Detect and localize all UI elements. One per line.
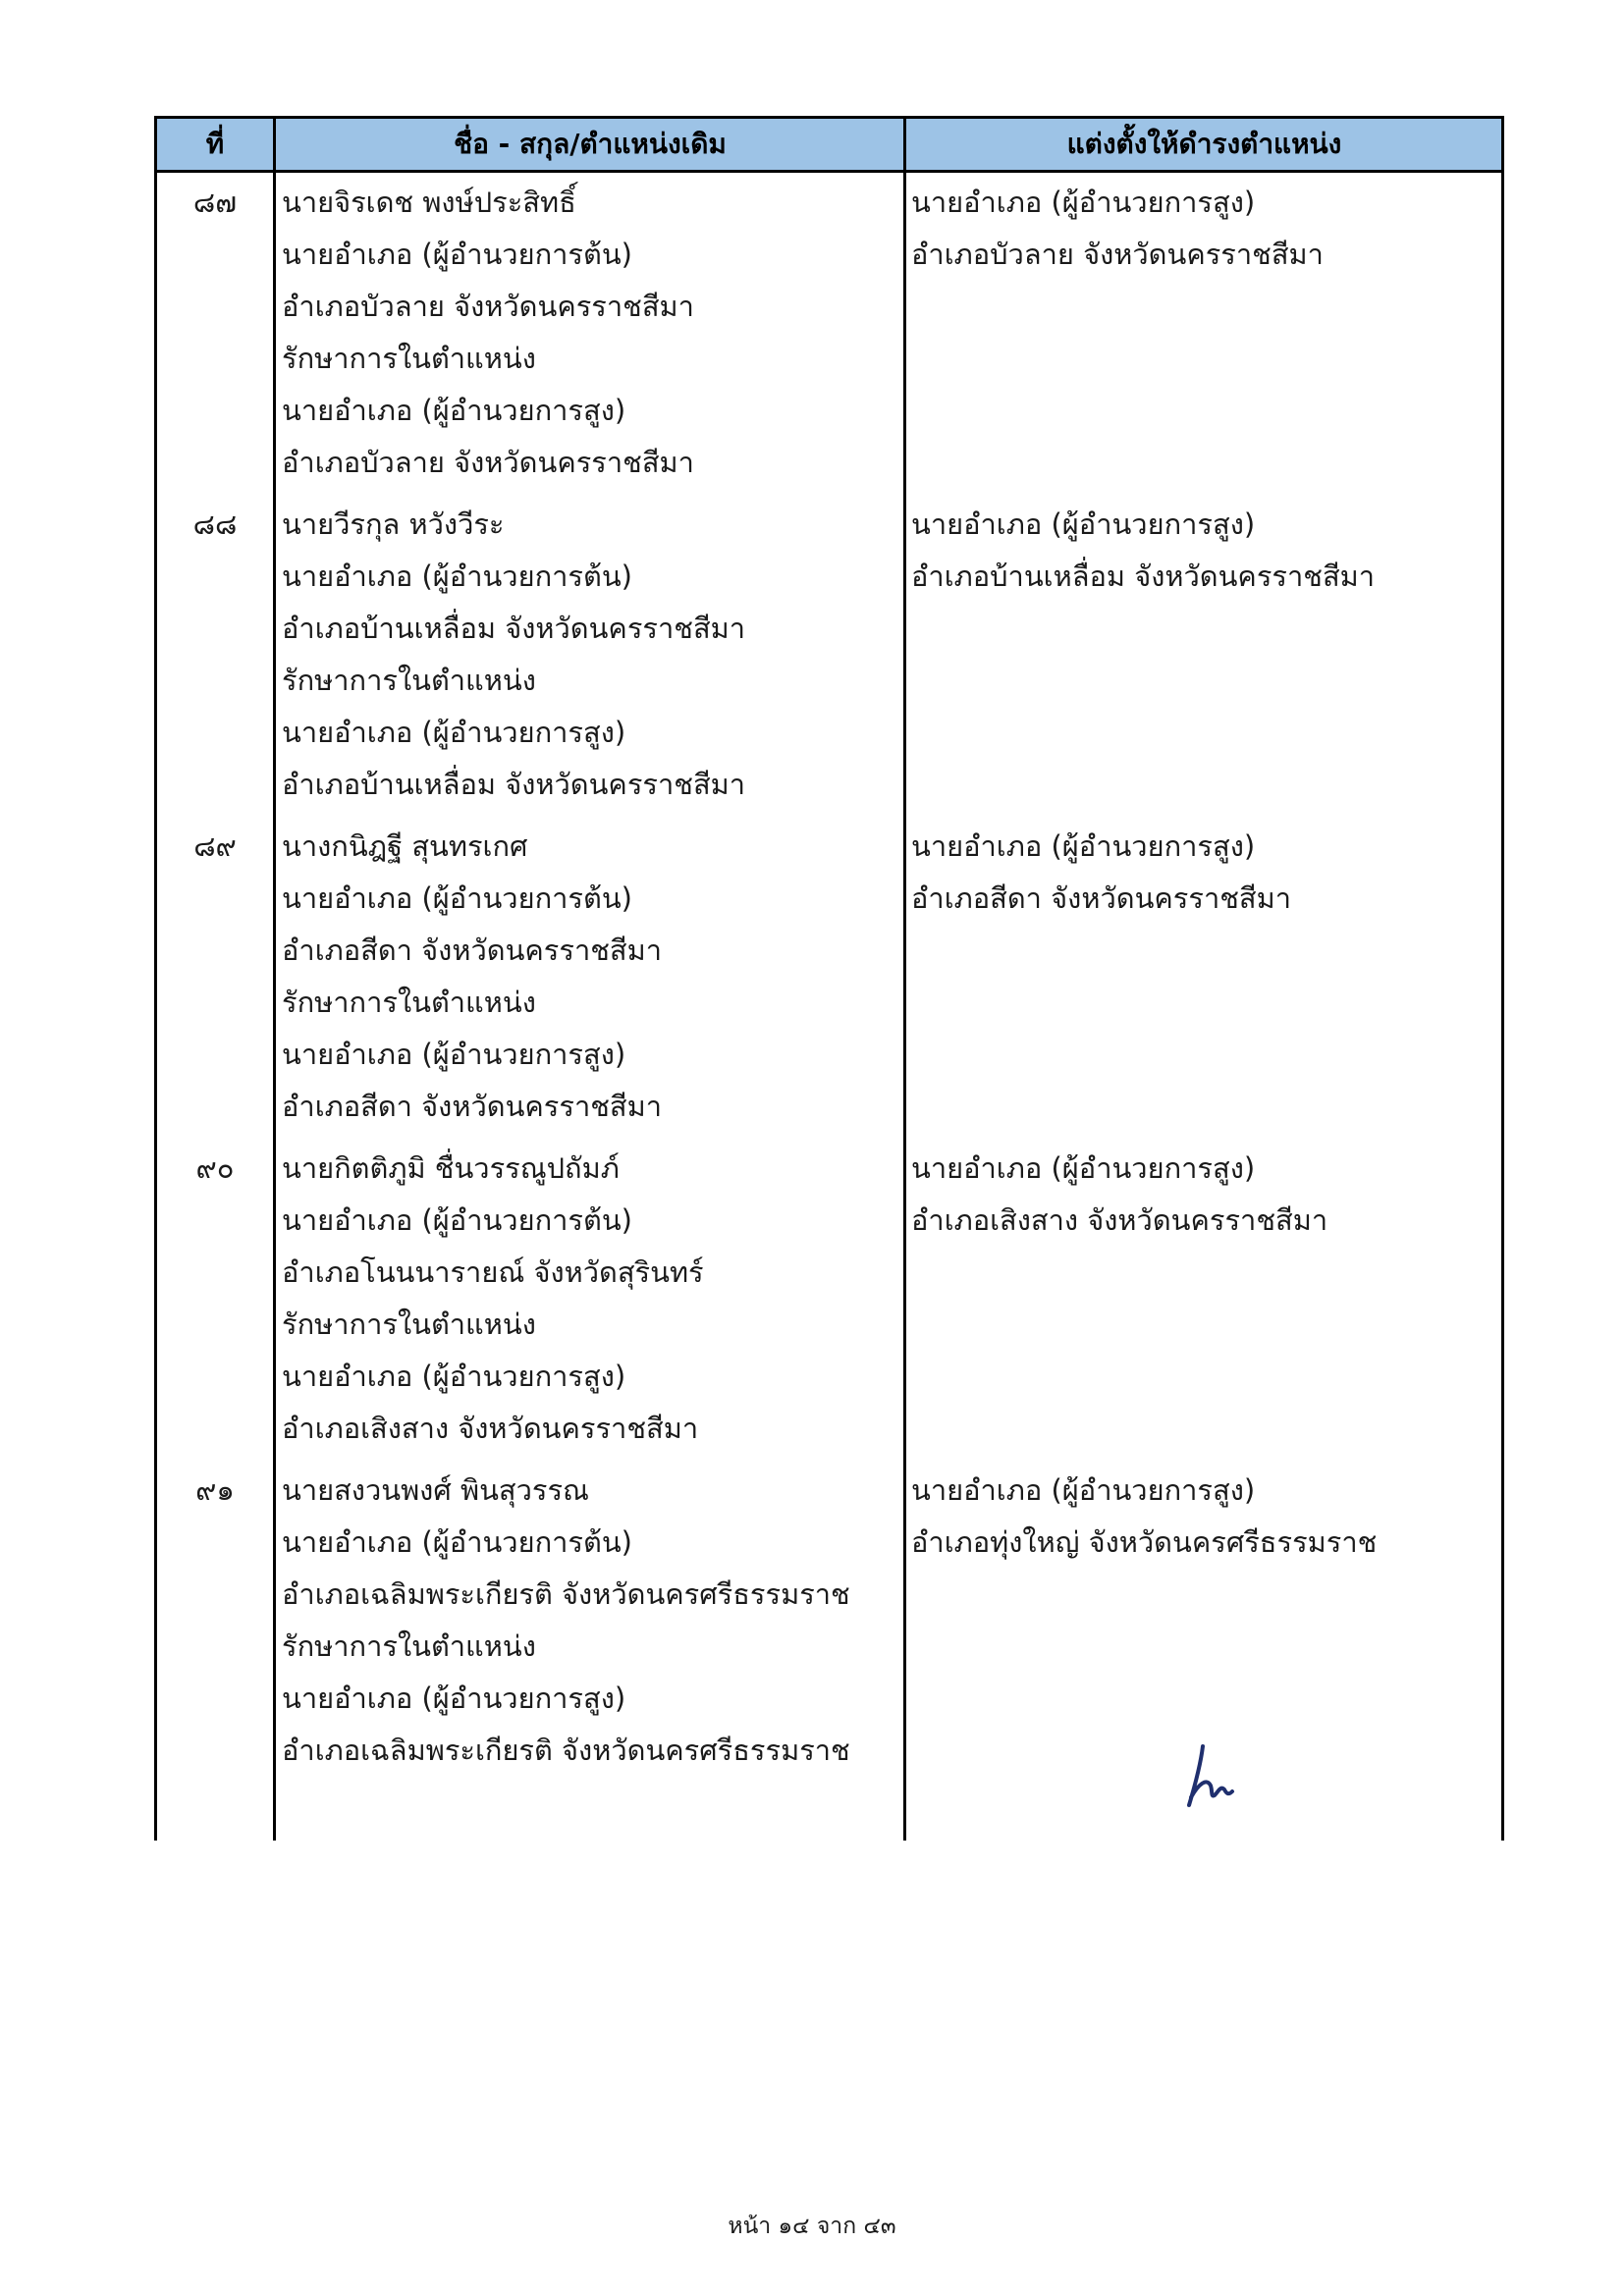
appointed-position-line: อำเภอเสิงสาง จังหวัดนครราชสีมา <box>911 1203 1328 1237</box>
previous-position-line: นายอำเภอ (ผู้อำนวยการต้น) <box>282 1203 632 1237</box>
appointment-table <box>155 116 1503 1841</box>
header-appointed-position: แต่งตั้งให้ดำรงตำแหน่ง <box>1066 128 1342 160</box>
person-name: นายจิรเดช พงษ์ประสิทธิ์ <box>282 186 576 219</box>
row-number: ๘๗ <box>192 186 238 219</box>
previous-position-line: นายอำเภอ (ผู้อำนวยการต้น) <box>282 560 632 593</box>
page-number: หน้า ๑๔ จาก ๔๓ <box>728 2214 896 2239</box>
row-number: ๘๙ <box>193 829 237 863</box>
previous-position-line: อำเภอบัวลาย จังหวัดนครราชสีมา <box>282 446 694 479</box>
previous-position-line: นายอำเภอ (ผู้อำนวยการสูง) <box>282 1682 626 1715</box>
row-number: ๘๘ <box>192 507 238 541</box>
previous-position-line: อำเภอบัวลาย จังหวัดนครราชสีมา <box>282 290 694 323</box>
person-name: นายสงวนพงศ์ พินสุวรรณ <box>282 1473 589 1507</box>
previous-position-cell <box>282 177 895 489</box>
previous-position-line: อำเภอสีดา จังหวัดนครราชสีมา <box>282 1090 663 1123</box>
previous-position-line: นายอำเภอ (ผู้อำนวยการสูง) <box>282 1360 626 1393</box>
previous-position-line: รักษาการในตำแหน่ง <box>282 986 536 1019</box>
previous-position-line: รักษาการในตำแหน่ง <box>282 1629 536 1663</box>
table-row <box>155 821 1503 1143</box>
previous-position-line: อำเภอเฉลิมพระเกียรติ จังหวัดนครศรีธรรมราช <box>282 1734 850 1767</box>
appointed-position-line: นายอำเภอ (ผู้อำนวยการสูง) <box>911 1473 1256 1507</box>
table-header-row <box>155 116 1503 173</box>
previous-position-line: รักษาการในตำแหน่ง <box>282 664 536 697</box>
appointed-position-line: อำเภอบัวลาย จังหวัดนครราชสีมา <box>911 238 1324 271</box>
table-row <box>155 1143 1503 1465</box>
appointed-position-line: นายอำเภอ (ผู้อำนวยการสูง) <box>911 829 1256 863</box>
appointed-position-cell <box>911 499 1495 603</box>
appointed-position-line: นายอำเภอ (ผู้อำนวยการสูง) <box>911 186 1256 219</box>
appointed-position-line: อำเภอบ้านเหลื่อม จังหวัดนครราชสีมา <box>911 560 1376 593</box>
row-number: ๙๐ <box>195 1151 235 1185</box>
previous-position-line: อำเภอเสิงสาง จังหวัดนครราชสีมา <box>282 1412 699 1445</box>
appointed-position-cell <box>911 1143 1495 1247</box>
person-name: นางกนิฎฐี สุนทรเกศ <box>282 829 528 863</box>
previous-position-line: นายอำเภอ (ผู้อำนวยการต้น) <box>282 238 632 271</box>
row-number: ๙๑ <box>195 1473 235 1507</box>
signature-icon <box>1181 1738 1240 1817</box>
previous-position-line: อำเภอสีดา จังหวัดนครราชสีมา <box>282 934 663 967</box>
header-previous-position: ชื่อ - สกุล/ตำแหน่งเดิม <box>454 128 727 160</box>
table-row <box>155 1465 1503 1787</box>
previous-position-line: รักษาการในตำแหน่ง <box>282 342 536 375</box>
table-row <box>155 499 1503 821</box>
previous-position-cell <box>282 499 895 811</box>
previous-position-line: นายอำเภอ (ผู้อำนวยการต้น) <box>282 881 632 915</box>
appointed-position-line: อำเภอทุ่งใหญ่ จังหวัดนครศรีธรรมราช <box>911 1525 1378 1559</box>
previous-position-line: นายอำเภอ (ผู้อำนวยการต้น) <box>282 1525 632 1559</box>
previous-position-line: นายอำเภอ (ผู้อำนวยการสูง) <box>282 394 626 427</box>
appointed-position-line: อำเภอสีดา จังหวัดนครราชสีมา <box>911 881 1292 915</box>
person-name: นายกิตติภูมิ ชื่นวรรณูปถัมภ์ <box>282 1151 620 1185</box>
previous-position-line: อำเภอบ้านเหลื่อม จังหวัดนครราชสีมา <box>282 768 746 801</box>
header-number: ที่ <box>205 128 225 160</box>
previous-position-cell <box>282 1143 895 1455</box>
appointed-position-cell <box>911 1465 1495 1569</box>
previous-position-line: อำเภอบ้านเหลื่อม จังหวัดนครราชสีมา <box>282 612 746 645</box>
person-name: นายวีรกุล หวังวีระ <box>282 507 505 541</box>
previous-position-cell <box>282 1465 895 1777</box>
table-body <box>155 177 1503 1787</box>
previous-position-cell <box>282 821 895 1133</box>
previous-position-line: นายอำเภอ (ผู้อำนวยการสูง) <box>282 716 626 749</box>
appointed-position-cell <box>911 177 1495 281</box>
table-row <box>155 177 1503 499</box>
appointed-position-line: นายอำเภอ (ผู้อำนวยการสูง) <box>911 507 1256 541</box>
previous-position-line: อำเภอโนนนารายณ์ จังหวัดสุรินทร์ <box>282 1255 704 1289</box>
appointed-position-cell <box>911 821 1495 925</box>
previous-position-line: อำเภอเฉลิมพระเกียรติ จังหวัดนครศรีธรรมราช <box>282 1577 850 1611</box>
appointed-position-line: นายอำเภอ (ผู้อำนวยการสูง) <box>911 1151 1256 1185</box>
previous-position-line: นายอำเภอ (ผู้อำนวยการสูง) <box>282 1038 626 1071</box>
previous-position-line: รักษาการในตำแหน่ง <box>282 1308 536 1341</box>
